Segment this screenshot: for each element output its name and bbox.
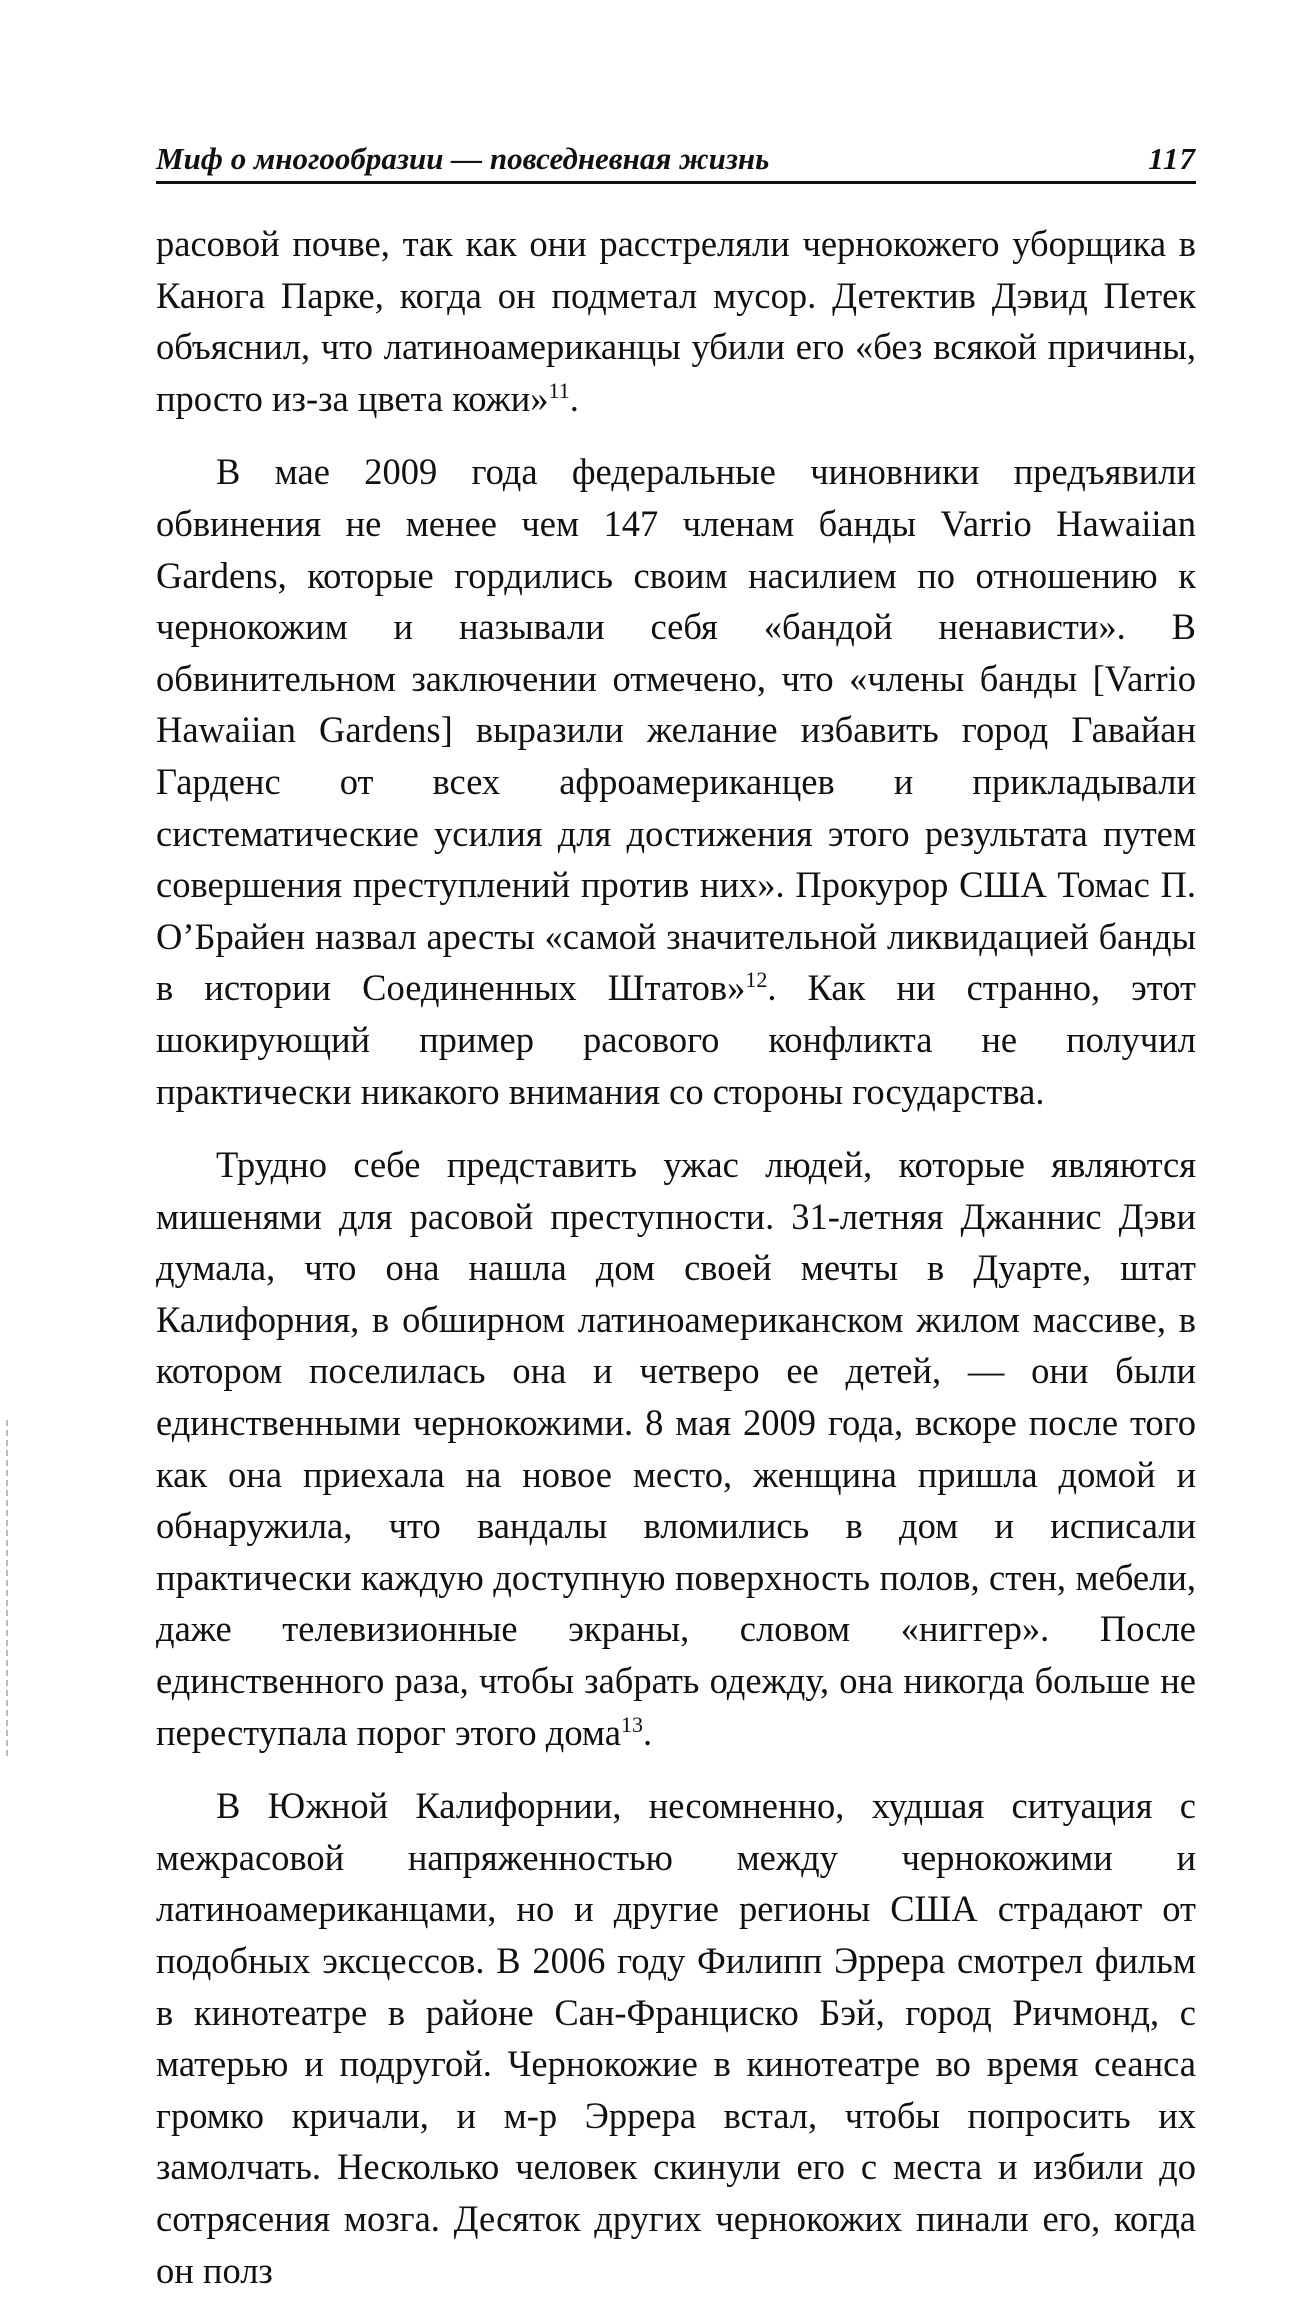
footnote-ref[interactable]: 13 [620,1711,643,1737]
running-head [156,140,1196,184]
text-run: расовой почве, так как они расстреляли чернокожего уборщика в Канога Парке, когда он подметал мусор. Детектив Дэвид Петек объяснил, что латиноамериканцы убили его «без всякой причины, просто из-за цвета кожи» [156,223,1196,419]
text-run: . Как ни странно, этот шокирующий пример расового конфликта не получил практически никакого внимания со стороны государства. [156,967,1196,1112]
chapter-title: Миф о многообразии — повседневная жизнь [156,141,770,176]
text-run: . [642,1711,653,1753]
text-run: В Южной Калифорнии, несомненно, худшая ситуация с межрасовой напряженностью между чернокожими и латиноамериканцами, но и другие регионы США страдают от подобных эксцессов. В 2006 году Филипп Эррера смотрел фильм в кинотеатре в районе Сан-Франциско Бэй, город Ричмонд, с матерью и подругой. Чернокожие в кинотеатре во время сеанса громко кричали, и м-р Эррера встал, чтобы попросить их замолчать. Несколько человек скинули его с места и избили до сотрясения мозга. Десяток других чернокожих пинали его, когда он полз [156,1785,1196,2291]
footnote-ref[interactable]: 11 [548,377,570,403]
paragraph-2 [156,446,1196,1117]
text-run: В мае 2009 года федеральные чиновники предъявили обвинения не менее чем 147 членам банды Varrio Hawaiian Gardens, которые гордились своим насилием по отношению к чернокожим и называли себя «бандой ненависти». В обвинительном заключении отмечено, что «члены банды [Varrio Hawaiian Gardens] выразили желание избавить город Гавайан Гарденс от всех афроамериканцев и прикладывали систематические усилия для достижения этого результата путем совершения преступлений против них». Прокурор США Томас П. О’Брайен назвал аресты «самой значительной ликвидацией банды в истории Соединенных Штатов» [156,451,1196,1009]
text-run: Трудно себе представить ужас людей, которые являются мишенями для расовой преступности. 31-летняя Джаннис Дэви думала, что она нашла дом своей мечты в Дуарте, штат Калифорния, в обширном латиноамериканском жилом массиве, в котором поселилась она и четверо ее детей, — они были единственными чернокожими. 8 мая 2009 года, вскоре после того как она приехала на новое место, женщина пришла домой и обнаружила, что вандалы вломились в дом и исписали практически каждую доступную поверхность полов, стен, мебели, даже телевизионные экраны, словом «ниггер». После единственного раза, чтобы забрать одежду, она никогда больше не переступала порог этого дома [156,1144,1196,1753]
paragraph-3 [156,1139,1196,1758]
body-text [156,218,1196,2318]
page-number: 117 [1148,141,1196,176]
footnote-ref[interactable]: 12 [745,967,768,993]
margin-scan-artifact [6,1420,8,1760]
paragraph-4 [156,1780,1196,2296]
paragraph-1 [156,218,1196,424]
text-run: . [569,377,579,419]
